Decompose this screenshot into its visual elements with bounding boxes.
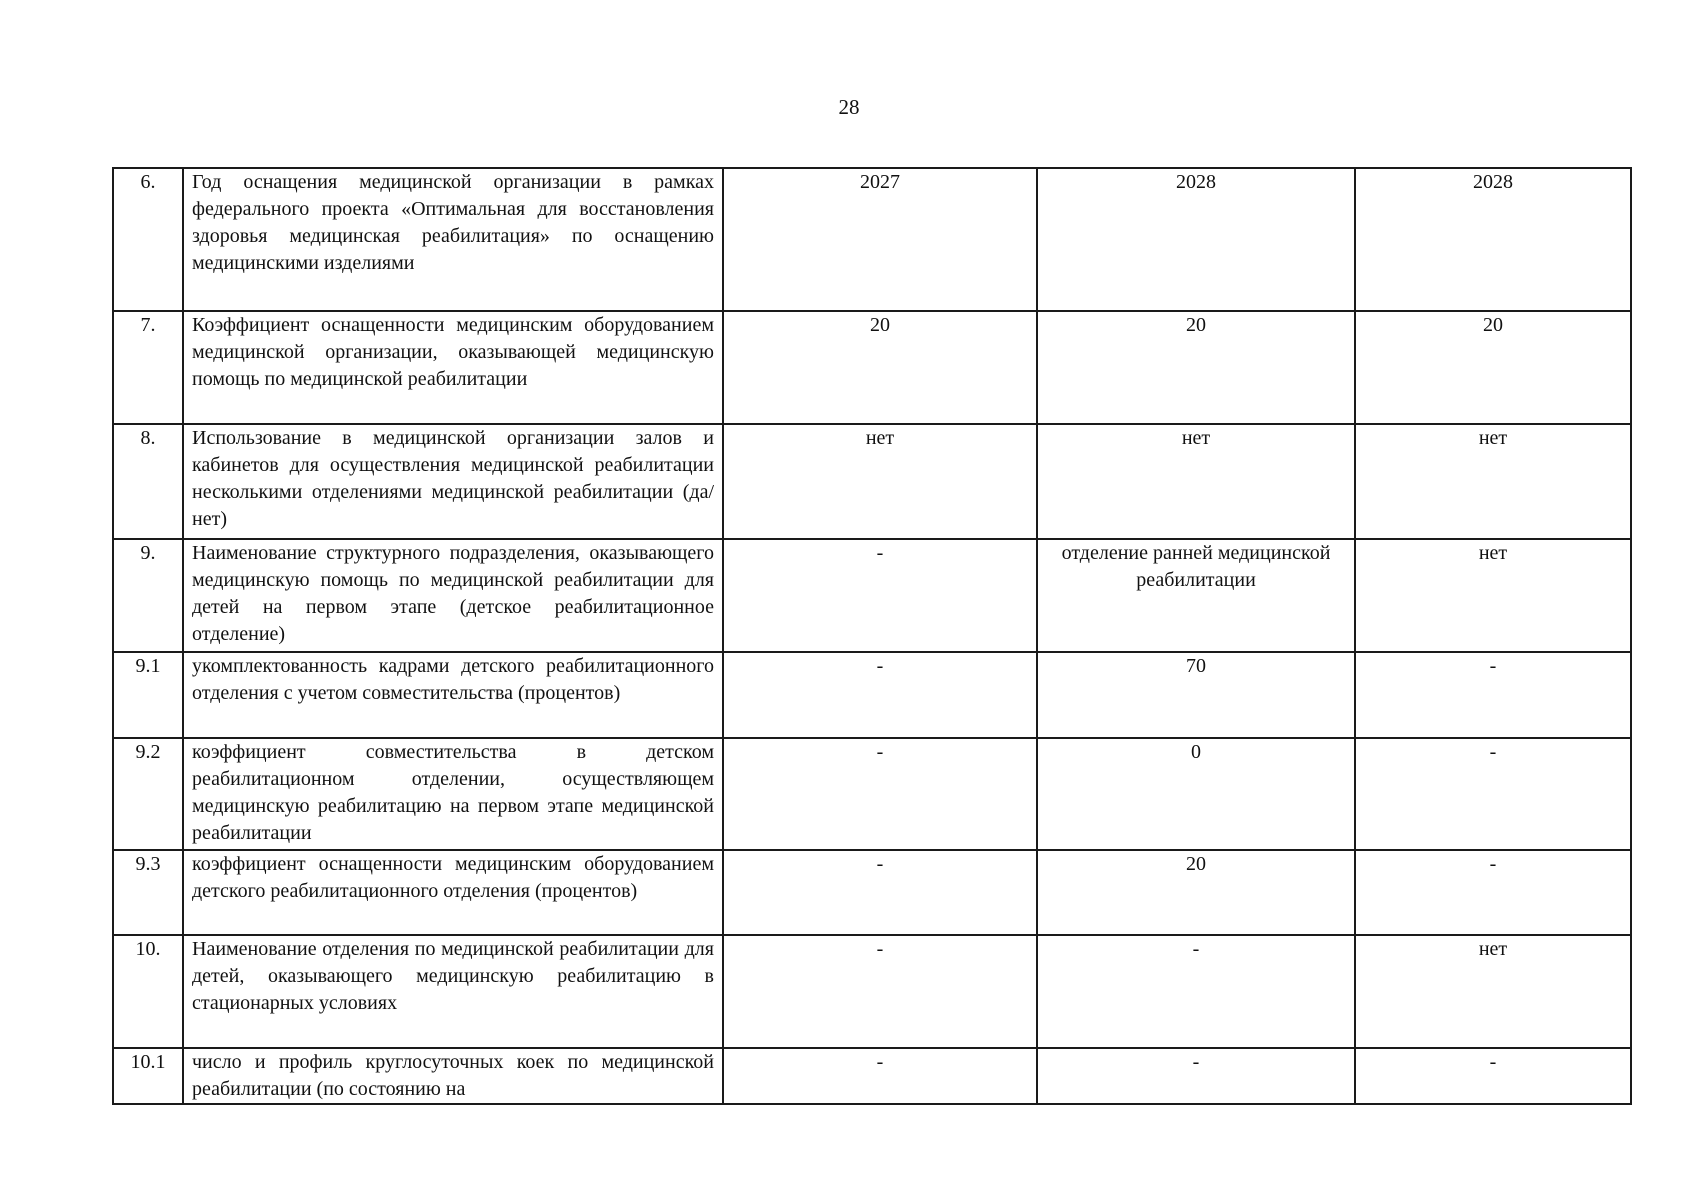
row-description: Год оснащения медицинской организации в рамках федерального проекта «Оптимальная для восстановления здоровья медицинская реабилитация» по оснащению медицинскими изделиями bbox=[183, 168, 723, 311]
row-description: коэффициент оснащенности медицинским оборудованием детского реабилитационного отделения (процентов) bbox=[183, 850, 723, 935]
row-value-2: 20 bbox=[1037, 311, 1355, 424]
row-description: коэффициент совместительства в детском реабилитационном отделении, осуществляющем медицинскую реабилитацию на первом этапе медицинской реабилитации bbox=[183, 738, 723, 850]
row-number: 6. bbox=[113, 168, 183, 311]
row-value-1: - bbox=[723, 935, 1037, 1048]
table-row bbox=[113, 850, 1631, 935]
row-number: 9.2 bbox=[113, 738, 183, 850]
page-number: 28 bbox=[838, 95, 860, 119]
row-number: 8. bbox=[113, 424, 183, 539]
table-row bbox=[113, 311, 1631, 424]
row-description: Наименование отделения по медицинской реабилитации для детей, оказывающего медицинскую реабилитацию в стационарных условиях bbox=[183, 935, 723, 1048]
row-value-2: 70 bbox=[1037, 652, 1355, 738]
row-value-3: - bbox=[1355, 1048, 1631, 1104]
row-value-1: нет bbox=[723, 424, 1037, 539]
row-value-3: нет bbox=[1355, 935, 1631, 1048]
row-value-2: - bbox=[1037, 1048, 1355, 1104]
table-row bbox=[113, 1048, 1631, 1104]
row-value-1: - bbox=[723, 738, 1037, 850]
row-number: 10. bbox=[113, 935, 183, 1048]
row-value-2: отделение ранней медицинской реабилитации bbox=[1037, 539, 1355, 652]
row-value-3: - bbox=[1355, 738, 1631, 850]
row-number: 10.1 bbox=[113, 1048, 183, 1104]
row-value-1: 20 bbox=[723, 311, 1037, 424]
row-description: Использование в медицинской организации залов и кабинетов для осуществления медицинской реабилитации несколькими отделениями медицинской реабилитации (да/нет) bbox=[183, 424, 723, 539]
row-value-3: нет bbox=[1355, 539, 1631, 652]
row-value-2: 20 bbox=[1037, 850, 1355, 935]
row-number: 9.3 bbox=[113, 850, 183, 935]
row-value-3: 2028 bbox=[1355, 168, 1631, 311]
row-value-1: 2027 bbox=[723, 168, 1037, 311]
row-number: 7. bbox=[113, 311, 183, 424]
table-row bbox=[113, 935, 1631, 1048]
row-value-2: 2028 bbox=[1037, 168, 1355, 311]
row-value-3: 20 bbox=[1355, 311, 1631, 424]
table-row bbox=[113, 539, 1631, 652]
row-number: 9.1 bbox=[113, 652, 183, 738]
row-description: Наименование структурного подразделения, оказывающего медицинскую помощь по медицинской реабилитации для детей на первом этапе (детское реабилитационное отделение) bbox=[183, 539, 723, 652]
table-row bbox=[113, 168, 1631, 311]
row-value-2: нет bbox=[1037, 424, 1355, 539]
indicators-table bbox=[112, 167, 1632, 1105]
row-description: укомплектованность кадрами детского реабилитационного отделения с учетом совместительства (процентов) bbox=[183, 652, 723, 738]
row-value-2: - bbox=[1037, 935, 1355, 1048]
row-description: число и профиль круглосуточных коек по медицинской реабилитации (по состоянию на bbox=[183, 1048, 723, 1104]
row-value-2: 0 bbox=[1037, 738, 1355, 850]
row-value-1: - bbox=[723, 1048, 1037, 1104]
row-value-3: - bbox=[1355, 652, 1631, 738]
row-value-1: - bbox=[723, 539, 1037, 652]
row-number: 9. bbox=[113, 539, 183, 652]
row-value-1: - bbox=[723, 652, 1037, 738]
table-row bbox=[113, 652, 1631, 738]
row-value-3: - bbox=[1355, 850, 1631, 935]
row-value-1: - bbox=[723, 850, 1037, 935]
table-row bbox=[113, 738, 1631, 850]
table-row bbox=[113, 424, 1631, 539]
row-value-3: нет bbox=[1355, 424, 1631, 539]
row-description: Коэффициент оснащенности медицинским оборудованием медицинской организации, оказывающей медицинскую помощь по медицинской реабилитации bbox=[183, 311, 723, 424]
